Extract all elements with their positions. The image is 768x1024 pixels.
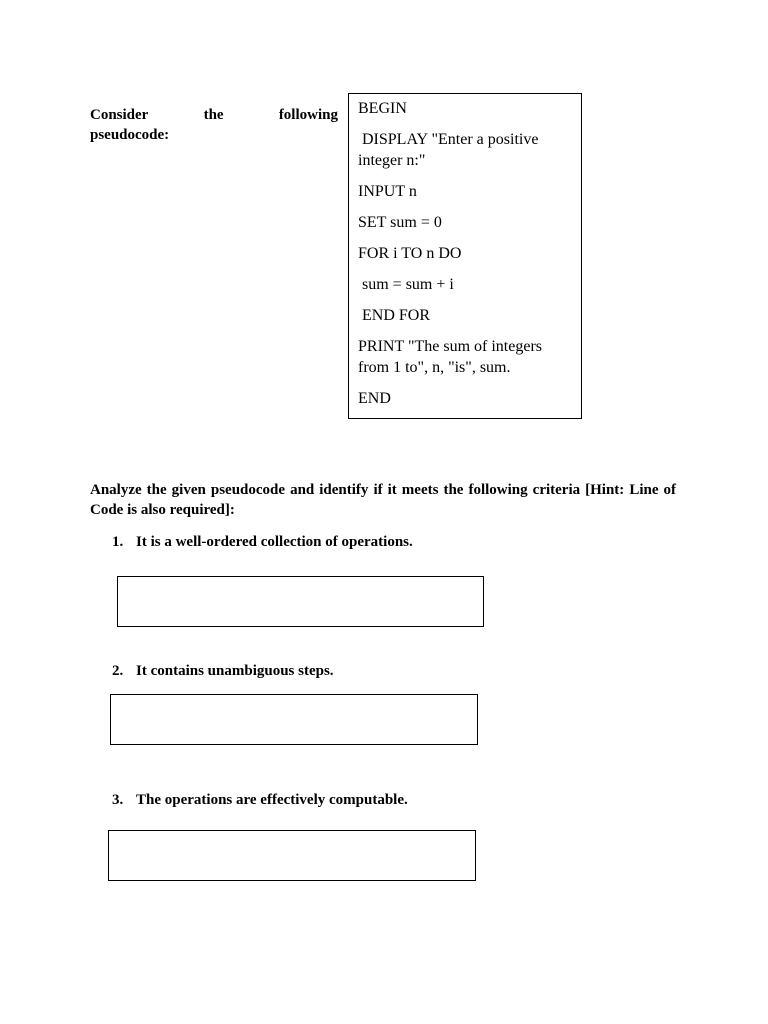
- pseudocode-line: DISPLAY "Enter a positive integer n:": [358, 131, 543, 169]
- criterion-text: The operations are effectively computable.: [136, 792, 408, 808]
- pseudocode-line: END: [358, 390, 391, 407]
- pseudocode-line: SET sum = 0: [358, 214, 442, 231]
- criterion-number: 3.: [112, 792, 124, 808]
- criterion-2: [112, 661, 334, 681]
- question-prompt: Analyze the given pseudocode and identify if it meets the following criteria [Hint: Line of Code is also required]:: [90, 482, 676, 518]
- criterion-text: It contains unambiguous steps.: [136, 663, 334, 679]
- pseudocode-line: FOR i TO n DO: [358, 245, 462, 262]
- intro-text: [90, 105, 338, 145]
- intro-word: following: [278, 107, 338, 123]
- answer-box-2[interactable]: [110, 694, 478, 745]
- pseudocode-line: INPUT n: [358, 183, 417, 200]
- intro-word: Consider: [90, 107, 149, 123]
- pseudocode-line: sum = sum + i: [358, 276, 454, 293]
- pseudocode-box: [348, 93, 582, 419]
- criterion-1: [112, 532, 413, 552]
- criterion-number: 2.: [112, 663, 124, 679]
- answer-box-3[interactable]: [108, 830, 476, 881]
- answer-box-1[interactable]: [117, 576, 484, 627]
- intro-line-2: pseudocode:: [90, 127, 170, 143]
- criterion-3: [112, 790, 408, 810]
- pseudocode-line: BEGIN: [358, 100, 407, 117]
- pseudocode-line: END FOR: [358, 307, 431, 324]
- criterion-number: 1.: [112, 534, 124, 550]
- intro-word: the: [203, 107, 224, 123]
- intro-line-1: [90, 105, 338, 125]
- criterion-text: It is a well-ordered collection of operations.: [136, 534, 413, 550]
- pseudocode-line: PRINT "The sum of integers from 1 to", n, "is", sum.: [358, 338, 546, 376]
